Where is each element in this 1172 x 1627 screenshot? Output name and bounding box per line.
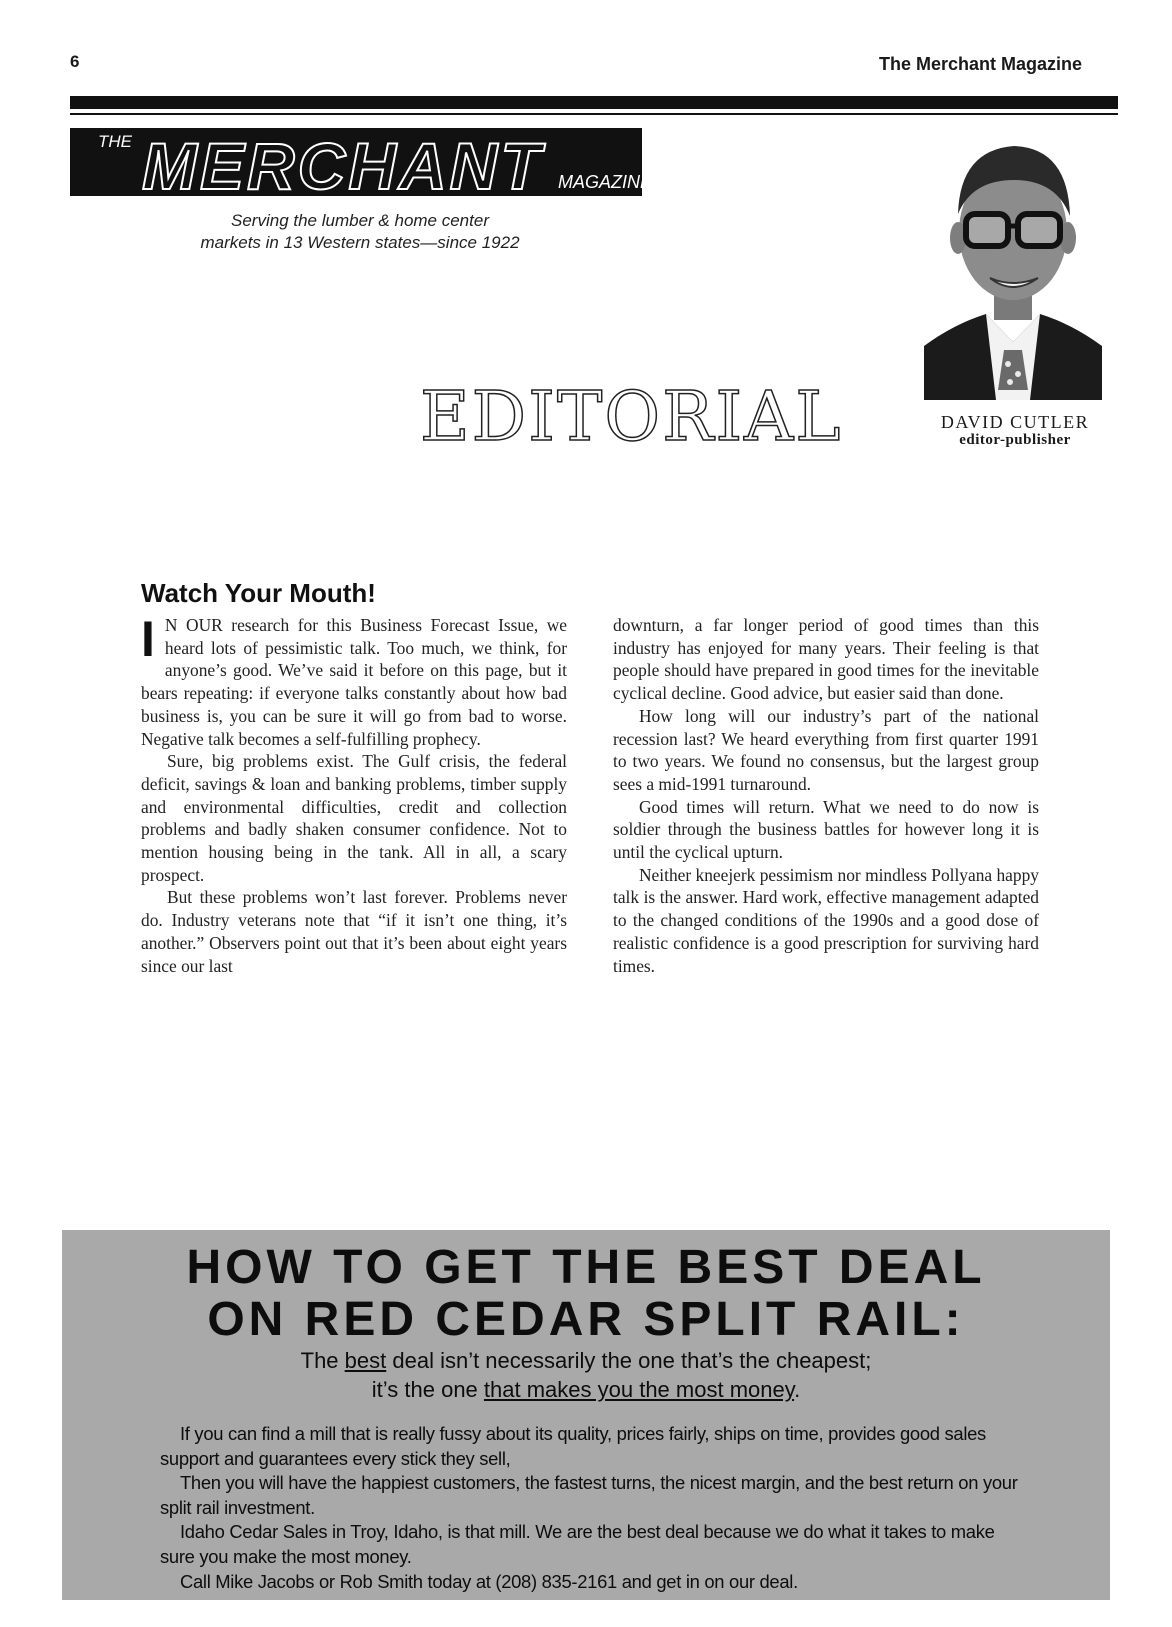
tagline-line: markets in 13 Western states—since 1922: [200, 233, 520, 252]
article-headline: Watch Your Mouth!: [141, 578, 376, 608]
logo-magazine: MAGAZINE: [558, 172, 653, 192]
magazine-logo: [70, 128, 653, 203]
ad-headline-line: ON RED CEDAR SPLIT RAIL:: [207, 1293, 965, 1346]
header-rule-thick: [70, 96, 1118, 109]
ad-paragraph: If you can find a mill that is really fussy about its quality, prices fairly, ships on time, provides good sales support and guarantees every stick they sell,: [160, 1423, 986, 1469]
tagline-line: Serving the lumber & home center: [231, 211, 489, 230]
ad-subheadline-line: The best deal isn’t necessarily the one that’s the cheapest;: [300, 1348, 872, 1373]
article-paragraph: But these problems won’t last forever. Problems never do. Industry veterans note that “if it isn’t one thing, it’s another.” Observers point out that it’s been about eight years since our last: [141, 887, 567, 976]
author-portrait: [924, 128, 1102, 400]
logo-the: THE: [98, 132, 132, 151]
section-title: EDITORIAL: [420, 378, 843, 457]
author-role: editor-publisher: [959, 432, 1071, 448]
publication-title: The Merchant Magazine: [878, 54, 1082, 74]
article-paragraph: [141, 611, 567, 750]
ad-paragraph: Then you will have the happiest customers, the fastest turns, the nicest margin, and the best return on your split rail investment.: [160, 1472, 1018, 1518]
ad-headline-line: HOW TO GET THE BEST DEAL: [186, 1241, 986, 1294]
article-paragraph: Neither kneejerk pessimism nor mindless Pollyana happy talk is the answer. Hard work, effective management adapted to the changed conditions of the 1990s and a good dose of realistic confidence is a good prescription for surviving hard times.: [613, 864, 1039, 976]
ad-paragraph: Call Mike Jacobs or Rob Smith today at (208) 835-2161 and get in on our deal.: [180, 1570, 798, 1592]
article-paragraph: Good times will return. What we need to do now is soldier through the business battles for however long it is until the cyclical upturn.: [613, 796, 1039, 863]
ad-emphasis: best: [344, 1348, 387, 1373]
ad-headline: [62, 1242, 1110, 1346]
paragraph-text: N OUR research for this Business Forecast Issue, we heard lots of pessimistic talk. Too much, we think, for anyone’s good. We’ve said it before on this page, but it bears repeating: if everyone talks constantly about how bad business is, you can be sure it will go from bad to worse. Negative talk becomes a self-fulfilling prophecy.: [141, 615, 567, 749]
ad-emphasis: that makes you the most money: [483, 1377, 795, 1402]
ad-subheadline-line: it’s the one that makes you the most money.: [371, 1377, 801, 1402]
article-paragraph: downturn, a far longer period of good times than this industry has enjoyed for many years. Their feeling is that people should have prepared in good times for the inevitable cyclical decline. Good advice, but easier said than done.: [613, 615, 1039, 704]
author-name: DAVID CUTLER: [940, 412, 1090, 432]
drop-cap: I: [141, 611, 155, 667]
article-column-1: [141, 611, 567, 977]
ad-body: [160, 1422, 1020, 1594]
ad-paragraph: Idaho Cedar Sales in Troy, Idaho, is that mill. We are the best deal because we do what it takes to make sure you make the most money.: [160, 1521, 995, 1567]
article-paragraph: How long will our industry’s part of the national recession last? We heard everything from first quarter 1991 to two years. We found no consensus, but the largest group sees a mid-1991 turnaround.: [613, 705, 1039, 794]
page-number: 6: [70, 52, 80, 71]
logo-name: MERCHANT: [142, 129, 544, 203]
article-paragraph: Sure, big problems exist. The Gulf crisis, the federal deficit, savings & loan and banking problems, timber supply and environmental difficulties, credit and collection problems and badly shaken consumer confidence. Not to mention housing being in the tank. All in all, a scary prospect.: [141, 751, 567, 885]
ad-subheadline: [62, 1346, 1110, 1404]
article-column-2: [613, 614, 1039, 977]
header-rule-thin: [70, 113, 1118, 115]
advertisement: [62, 1230, 1110, 1600]
tagline: [160, 210, 560, 254]
